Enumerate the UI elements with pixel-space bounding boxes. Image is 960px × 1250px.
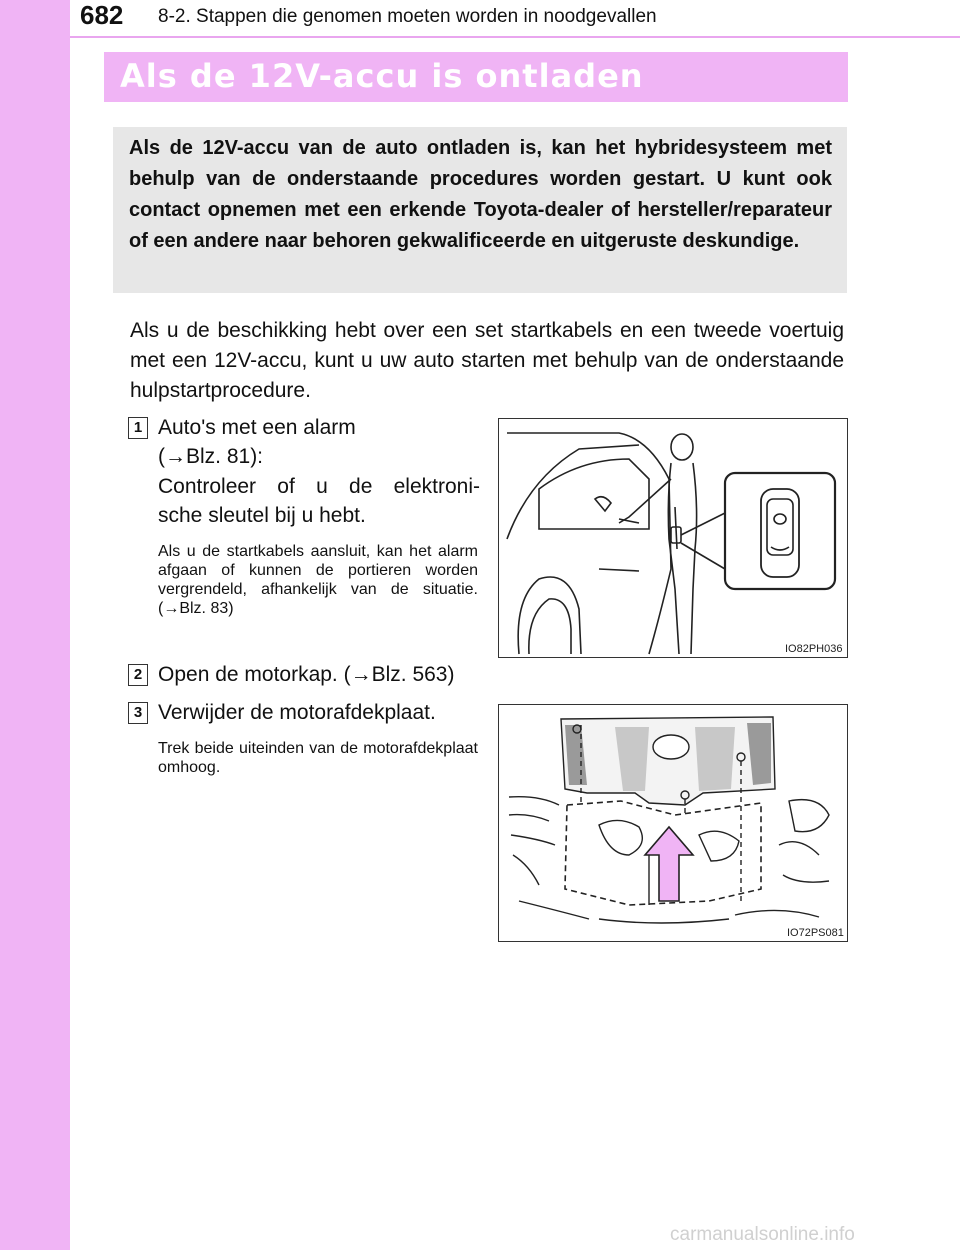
intro-box <box>113 127 847 293</box>
left-sidebar-band <box>0 0 70 1250</box>
intro-text: Als de 12V-accu van de auto ontladen is, kan het hybridesysteem met behulp van de onderstaande procedures worden gestart. U kunt ook contact opnemen met een erkende Toyota-dealer of hersteller/reparateur of een andere naar behoren gekwalificeerde en uitgeruste deskundige. <box>129 137 832 252</box>
step-1-badge: 1 <box>128 417 148 439</box>
step-1-line-2: (→Blz. 81): <box>158 445 264 468</box>
figure-engine-cover <box>498 704 848 942</box>
step-3-note: Trek beide uiteinden van de motorafdekplaat omhoog. <box>158 740 478 776</box>
step-1-line-1: Auto's met een alarm <box>158 416 356 439</box>
figure-person-with-key <box>498 418 848 658</box>
header-divider <box>70 36 960 38</box>
watermark: carmanualsonline.info <box>670 1224 855 1245</box>
figure-2-code: IO72PS081 <box>787 927 844 939</box>
car-person-illustration <box>499 419 847 657</box>
page-number: 682 <box>80 0 124 30</box>
section-title-bar <box>104 52 848 102</box>
step-1-line-3: Controleer of u de elektroni- <box>158 475 480 498</box>
section-title: Als de 12V-accu is ontladen <box>120 57 644 95</box>
engine-cover-illustration <box>499 705 847 941</box>
step-3-badge: 3 <box>128 702 148 724</box>
step-2-line-1: Open de motorkap. (→Blz. 563) <box>158 663 455 686</box>
step-1-line-4: sche sleutel bij u hebt. <box>158 504 366 527</box>
figure-1-code: IO82PH036 <box>785 643 843 655</box>
step-3-line-1: Verwijder de motorafdekplaat. <box>158 701 436 724</box>
step-2-badge: 2 <box>128 664 148 686</box>
chapter-heading: 8-2. Stappen die genomen moeten worden in noodgevallen <box>158 6 657 27</box>
body-paragraph: Als u de beschikking hebt over een set startkabels en een tweede voertuig met een 12V-accu, kunt u uw auto starten met behulp van de onderstaande hulpstartprocedure. <box>130 319 844 402</box>
step-1-note: Als u de startkabels aansluit, kan het alarm afgaan of kunnen de portieren worden vergrendeld, afhankelijk van de situatie. (→Blz. 83) <box>158 543 478 617</box>
